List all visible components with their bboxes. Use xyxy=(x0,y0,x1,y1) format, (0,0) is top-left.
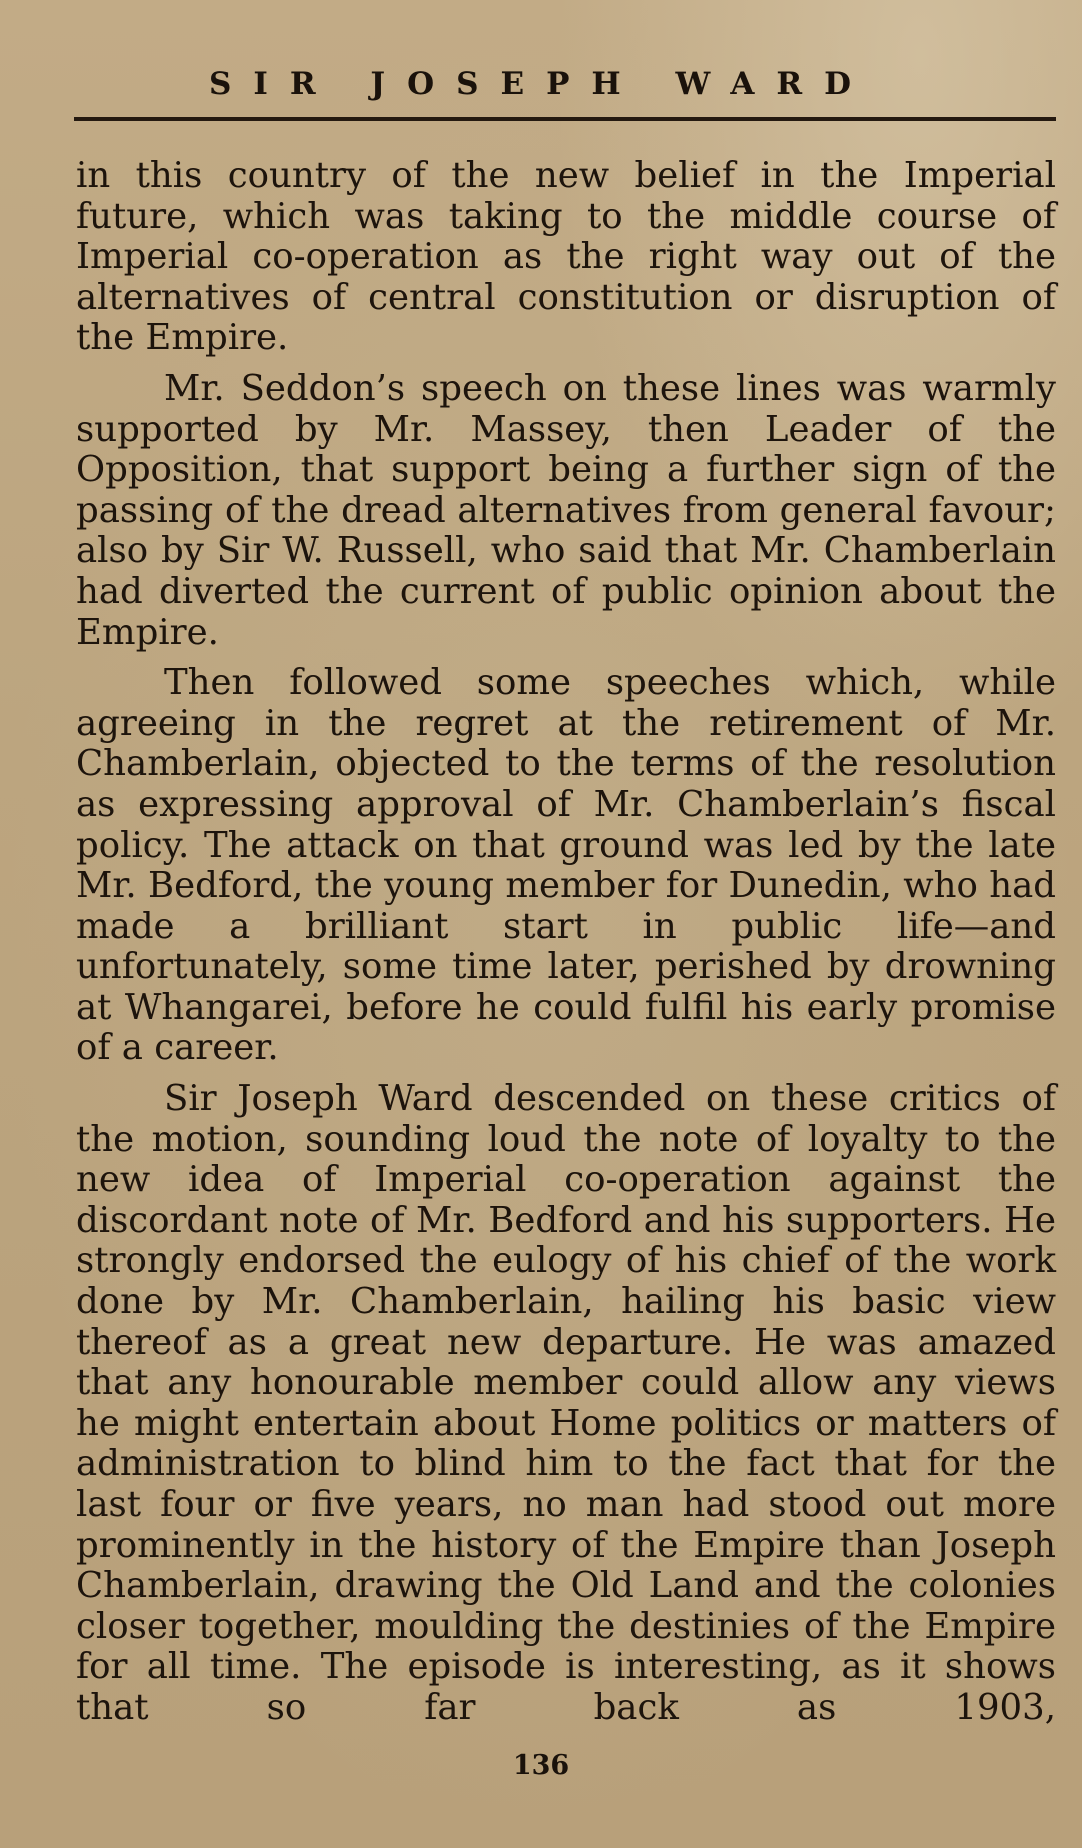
paragraph-seddon-speech: Mr. Seddon’s speech on these lines was warmly supported by Mr. Massey, then Leader of the Opposition, that support being a further sign of the passing of the dread alternatives from general favour; also by Sir W. Russell, who said that Mr. Chamberlain had diverted the current of public opinion about the Empire. xyxy=(76,367,1056,653)
paragraph-continuation: in this country of the new belief in the Imperial future, which was taking to the middle course of Imperial co-operation as the right way out of the alternatives of central constitution or disruption of the Empire. xyxy=(76,155,1056,359)
page-number: 136 xyxy=(512,1750,570,1781)
running-head: SIR JOSEPH WARD xyxy=(208,66,874,102)
paragraph-bedford-attack: Then followed some speeches which, while agreeing in the regret at the retirement of Mr. Chamberlain, objected to the terms of the resolution as expressing approval of Mr. Chamberlain’s fiscal policy. The attack on that ground was led by the late Mr. Bedford, the young member for Dunedin, who had made a brilliant start in public life—and unfortunately, some time later, perished by drowning at Whangarei, before he could fulfil his early promise of a career. xyxy=(76,662,1056,1069)
body-text xyxy=(76,156,1056,1729)
header-rule xyxy=(74,117,1056,121)
paragraph-ward-response: Sir Joseph Ward descended on these critics of the motion, sounding loud the note of loyalty to the new idea of Imperial co-operation against the discordant note of Mr. Bedford and his supporters. He strongly endorsed the eulogy of his chief of the work done by Mr. Chamberlain, hailing his basic view thereof as a great new departure. He was amazed that any honourable member could allow any views he might entertain about Home politics or matters of administration to blind him to the fact that for the last four or five years, no man had stood out more prominently in the history of the Empire than Joseph Chamberlain, drawing the Old Land and the colonies closer together, moulding the destinies of the Empire for all time. The episode is interesting, as it shows that so far back as 1903, xyxy=(76,1078,1056,1728)
